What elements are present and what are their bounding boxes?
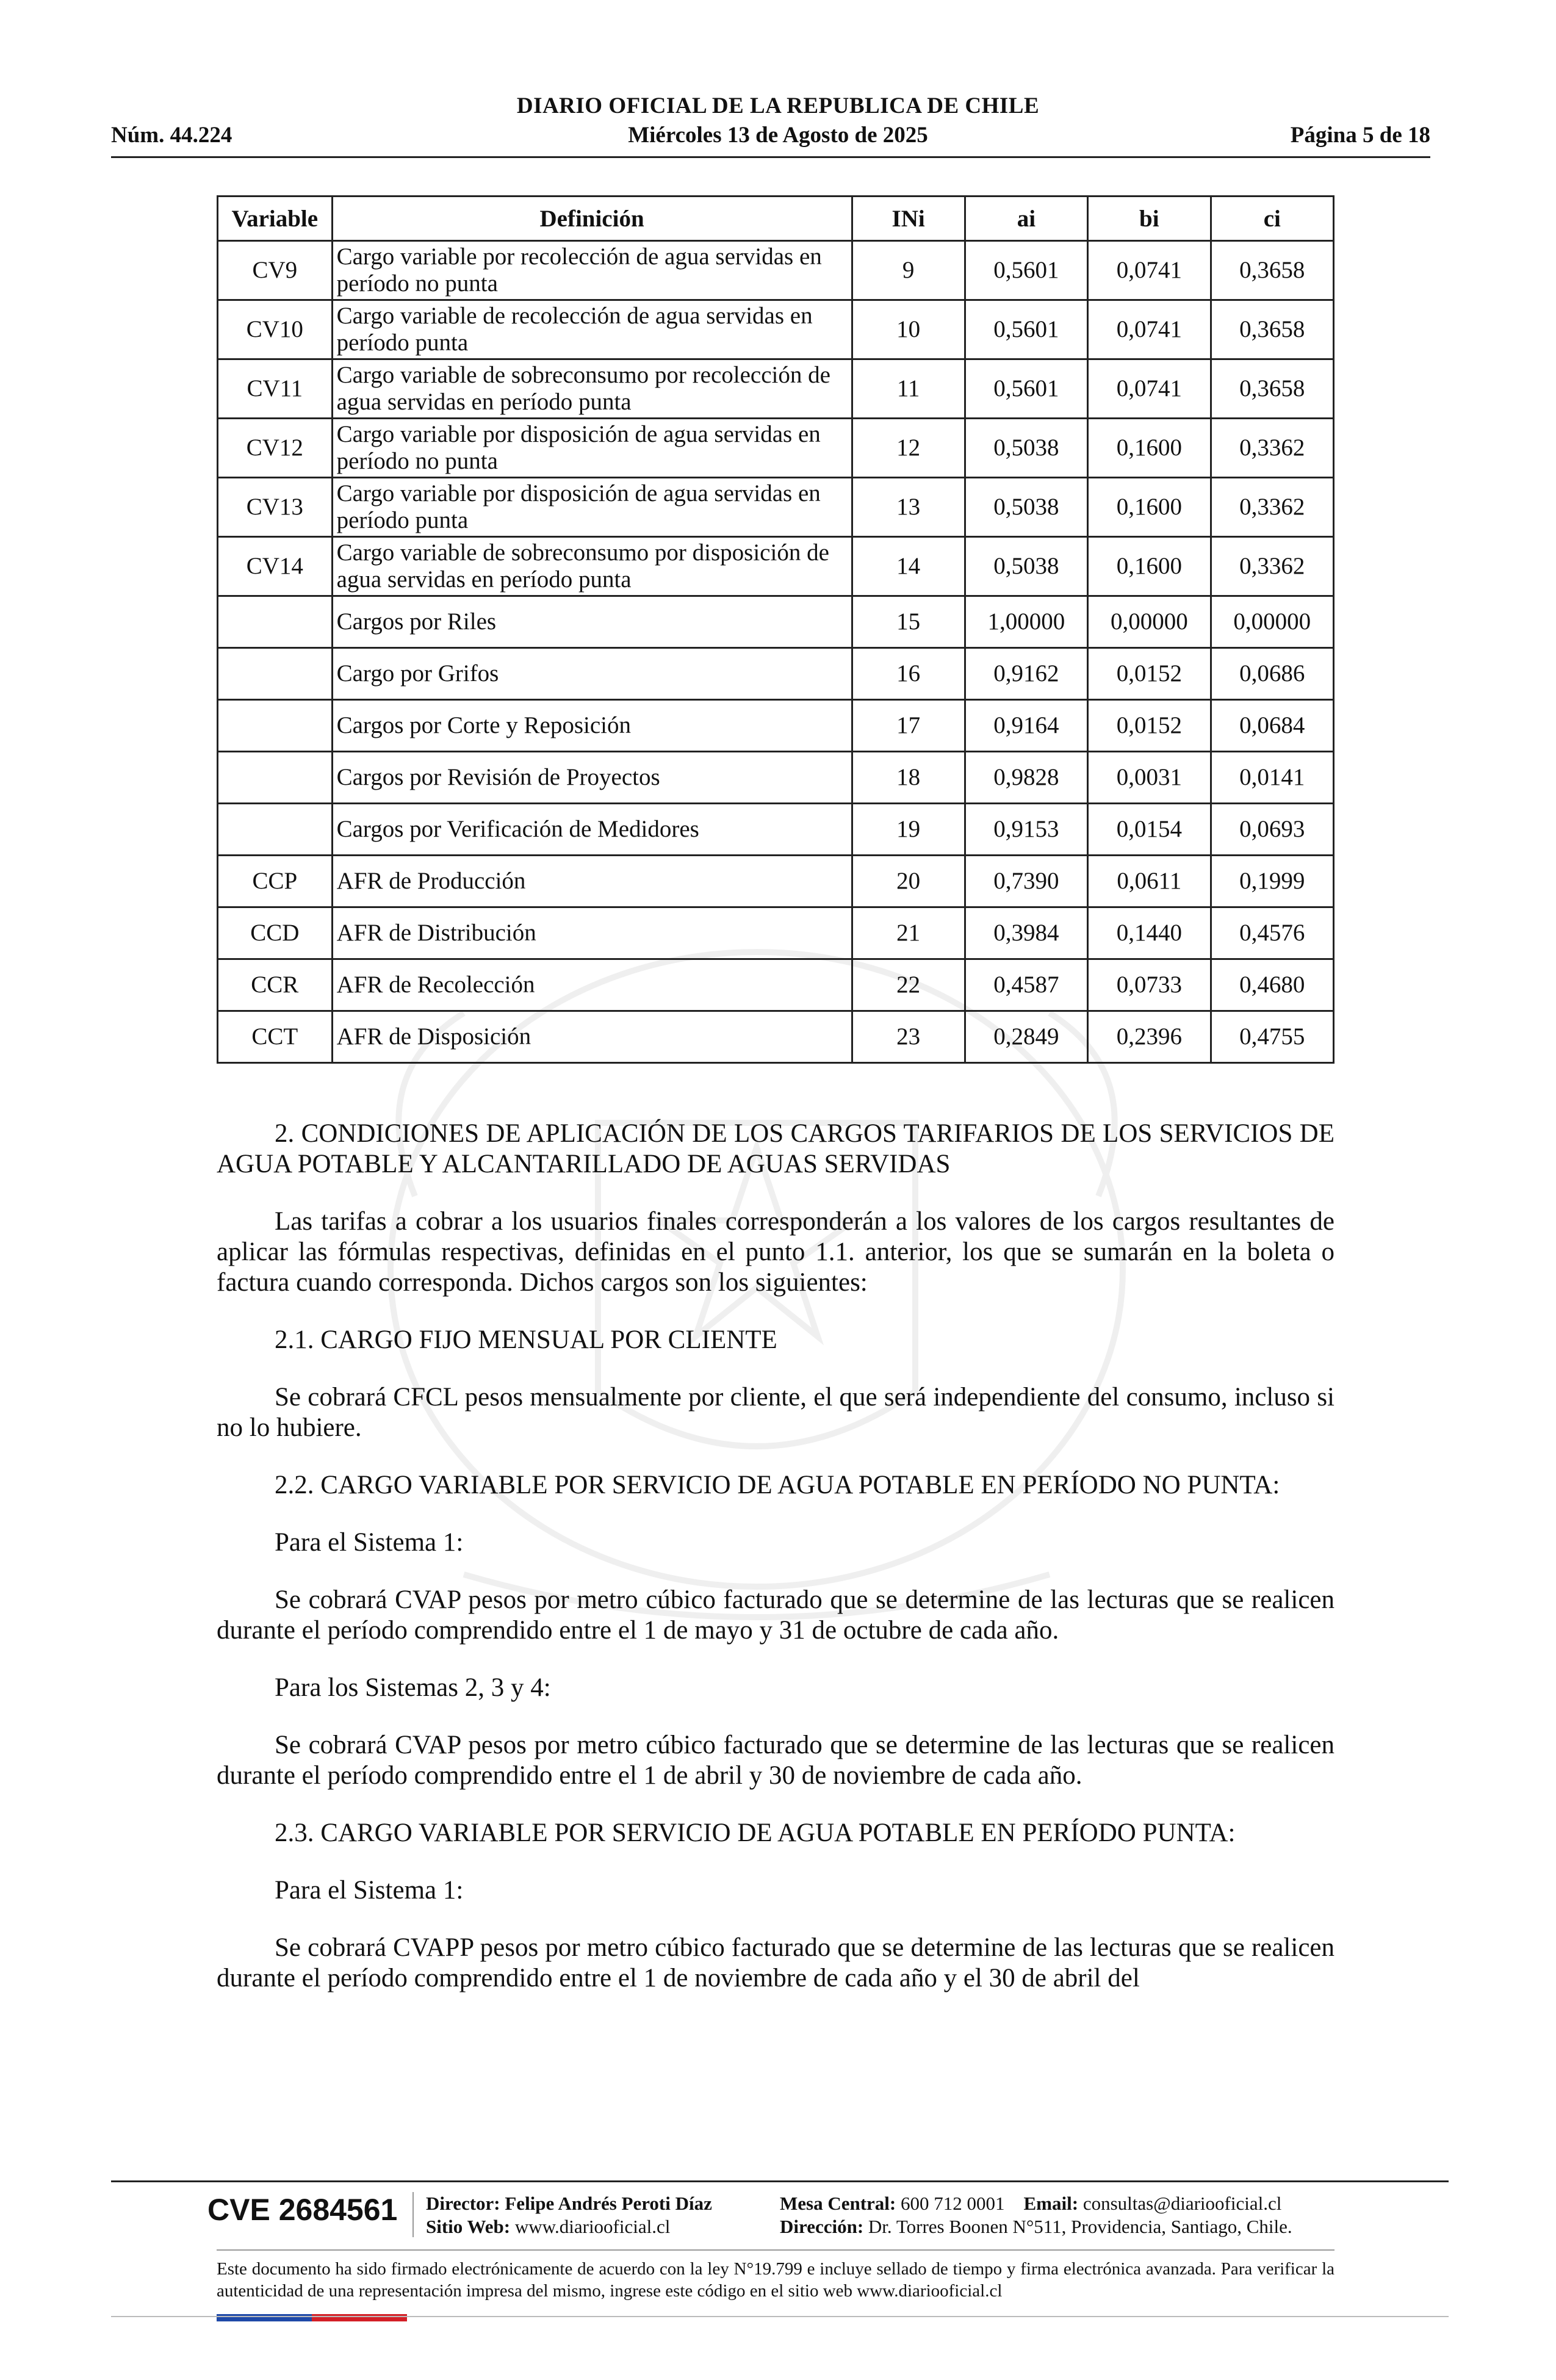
cell-definicion: AFR de Recolección	[332, 959, 852, 1011]
cell-ai: 0,9153	[965, 804, 1087, 856]
page-number: Página 5 de 18	[1290, 123, 1430, 148]
cell-variable: CCR	[218, 959, 333, 1011]
cell-ini: 21	[852, 907, 965, 959]
paragraph: Se cobrará CVAPP pesos por metro cúbico facturado que se determine de las lecturas que se realicen durante el período comprendido entre el 1 de noviembre de cada año y el 30 de abril del	[217, 1933, 1334, 1992]
cell-definicion: Cargos por Verificación de Medidores	[332, 804, 852, 856]
table-row	[218, 241, 1334, 300]
flag-blue-bar	[217, 2314, 312, 2321]
cell-definicion: Cargos por Corte y Reposición	[332, 700, 852, 752]
cell-ci: 0,00000	[1211, 596, 1333, 648]
cell-bi: 0,0741	[1088, 300, 1211, 359]
column-header-ini: INi	[852, 197, 965, 241]
cell-bi: 0,0154	[1088, 804, 1211, 856]
cell-ini: 19	[852, 804, 965, 856]
cell-ci: 0,3658	[1211, 241, 1333, 300]
paragraph: Para el Sistema 1:	[275, 1876, 464, 1905]
paragraph: Se cobrará CVAP pesos por metro cúbico facturado que se determine de las lecturas que se realicen durante el período comprendido entre el 1 de mayo y 31 de octubre de cada año.	[217, 1585, 1334, 1645]
cell-ini: 18	[852, 752, 965, 804]
cell-variable: CCD	[218, 907, 333, 959]
cell-ini: 15	[852, 596, 965, 648]
footer-separator	[412, 2192, 414, 2237]
cell-bi: 0,00000	[1088, 596, 1211, 648]
cell-definicion: AFR de Distribución	[332, 907, 852, 959]
column-header-ai: ai	[965, 197, 1087, 241]
cell-ai: 0,5601	[965, 241, 1087, 300]
cell-variable	[218, 596, 333, 648]
mesa-phone: 600 712 0001	[901, 2193, 1005, 2214]
cell-ci: 0,0684	[1211, 700, 1333, 752]
cell-ci: 0,4755	[1211, 1011, 1333, 1063]
cell-definicion: Cargos por Revisión de Proyectos	[332, 752, 852, 804]
column-header-bi: bi	[1088, 197, 1211, 241]
cell-variable	[218, 648, 333, 700]
section-heading: 2.1. CARGO FIJO MENSUAL POR CLIENTE	[275, 1325, 777, 1354]
cell-ai: 0,9164	[965, 700, 1087, 752]
cell-ini: 22	[852, 959, 965, 1011]
tariff-parameters-table	[217, 195, 1334, 1064]
cell-bi: 0,2396	[1088, 1011, 1211, 1063]
flag-stripe	[217, 2314, 407, 2321]
cell-ci: 0,0693	[1211, 804, 1333, 856]
cell-bi: 0,0031	[1088, 752, 1211, 804]
director-label: Director:	[426, 2193, 500, 2214]
cell-ini: 12	[852, 419, 965, 478]
cell-definicion: Cargo variable por recolección de agua servidas en período no punta	[332, 241, 852, 300]
email-label: Email:	[1023, 2193, 1079, 2214]
cell-definicion: AFR de Producción	[332, 856, 852, 907]
footer-contact-block	[780, 2192, 1292, 2238]
cell-ai: 0,4587	[965, 959, 1087, 1011]
cell-bi: 0,0152	[1088, 700, 1211, 752]
table-row	[218, 959, 1334, 1011]
cell-ci: 0,3362	[1211, 537, 1333, 596]
table-row	[218, 648, 1334, 700]
table-row	[218, 700, 1334, 752]
cell-ai: 0,5601	[965, 359, 1087, 419]
cell-ai: 0,9162	[965, 648, 1087, 700]
cell-bi: 0,0741	[1088, 241, 1211, 300]
cell-variable: CV13	[218, 478, 333, 537]
direccion-label: Dirección:	[780, 2216, 864, 2237]
cell-ai: 0,5601	[965, 300, 1087, 359]
table-header-row	[218, 197, 1334, 241]
cell-ini: 23	[852, 1011, 965, 1063]
footer-divider	[111, 2180, 1449, 2182]
table-row	[218, 804, 1334, 856]
cell-definicion: AFR de Disposición	[332, 1011, 852, 1063]
cell-ci: 0,0141	[1211, 752, 1333, 804]
cell-ini: 10	[852, 300, 965, 359]
cve-code: CVE 2684561	[207, 2193, 398, 2227]
column-header-ci: ci	[1211, 197, 1333, 241]
cell-ci: 0,4576	[1211, 907, 1333, 959]
cell-variable: CCT	[218, 1011, 333, 1063]
column-header-variable: Variable	[218, 197, 333, 241]
cell-ai: 0,9828	[965, 752, 1087, 804]
table-row	[218, 419, 1334, 478]
site-label: Sitio Web:	[426, 2216, 511, 2237]
paragraph: Las tarifas a cobrar a los usuarios finales corresponderán a los valores de los cargos resultantes de aplicar las fórmulas respectivas, definidas en el punto 1.1. anterior, los que se sumarán en la boleta o factura cuando corresponda. Dichos cargos son los siguientes:	[217, 1207, 1334, 1297]
cell-ai: 0,2849	[965, 1011, 1087, 1063]
cell-variable: CV9	[218, 241, 333, 300]
cell-ai: 1,00000	[965, 596, 1087, 648]
table-row	[218, 856, 1334, 907]
table-row	[218, 596, 1334, 648]
cell-bi: 0,1600	[1088, 478, 1211, 537]
cell-ai: 0,7390	[965, 856, 1087, 907]
document-body	[217, 1119, 1334, 2021]
cell-variable: CV10	[218, 300, 333, 359]
paragraph: Se cobrará CFCL pesos mensualmente por cliente, el que será independiente del consumo, incluso si no lo hubiere.	[217, 1383, 1334, 1442]
table-row	[218, 752, 1334, 804]
cell-ai: 0,3984	[965, 907, 1087, 959]
email-link[interactable]: consultas@diariooficial.cl	[1082, 2193, 1282, 2214]
section-heading: 2.2. CARGO VARIABLE POR SERVICIO DE AGUA POTABLE EN PERÍODO NO PUNTA:	[275, 1471, 1280, 1499]
cell-bi: 0,0611	[1088, 856, 1211, 907]
cell-bi: 0,0152	[1088, 648, 1211, 700]
cell-bi: 0,1600	[1088, 537, 1211, 596]
cell-ci: 0,0686	[1211, 648, 1333, 700]
cell-ini: 14	[852, 537, 965, 596]
section-heading: 2.3. CARGO VARIABLE POR SERVICIO DE AGUA POTABLE EN PERÍODO PUNTA:	[275, 1819, 1236, 1847]
cell-ci: 0,1999	[1211, 856, 1333, 907]
column-header-definicion: Definición	[332, 197, 852, 241]
cell-ci: 0,3658	[1211, 359, 1333, 419]
cell-definicion: Cargo variable de sobreconsumo por recolección de agua servidas en período punta	[332, 359, 852, 419]
site-link[interactable]: www.diariooficial.cl	[514, 2216, 671, 2237]
issue-number: Núm. 44.224	[111, 123, 232, 148]
signature-notice: Este documento ha sido firmado electrónicamente de acuerdo con la ley N°19.799 e incluye sellado de tiempo y firma electrónica avanzada. Para verificar la autenticidad de una representación impresa del mismo, ingrese este código en el sitio web www.diariooficial.cl	[217, 2259, 1334, 2301]
cell-bi: 0,1600	[1088, 419, 1211, 478]
cell-ini: 20	[852, 856, 965, 907]
cell-ini: 17	[852, 700, 965, 752]
cell-definicion: Cargo variable de sobreconsumo por disposición de agua servidas en período punta	[332, 537, 852, 596]
cell-variable	[218, 804, 333, 856]
cell-ci: 0,4680	[1211, 959, 1333, 1011]
cell-variable	[218, 752, 333, 804]
paragraph: Para el Sistema 1:	[275, 1528, 464, 1557]
table-row	[218, 537, 1334, 596]
table-row	[218, 478, 1334, 537]
section-heading: 2. CONDICIONES DE APLICACIÓN DE LOS CARGOS TARIFARIOS DE LOS SERVICIOS DE AGUA POTABLE Y ALCANTARILLADO DE AGUAS SERVIDAS	[217, 1119, 1334, 1178]
cell-variable	[218, 700, 333, 752]
issue-date: Miércoles 13 de Agosto de 2025	[628, 123, 928, 148]
cell-ai: 0,5038	[965, 419, 1087, 478]
footer-bottom-divider	[111, 2316, 1449, 2317]
cell-definicion: Cargo variable de recolección de agua servidas en período punta	[332, 300, 852, 359]
newspaper-title: DIARIO OFICIAL DE LA REPUBLICA DE CHILE	[516, 93, 1040, 118]
cell-definicion: Cargos por Riles	[332, 596, 852, 648]
cell-bi: 0,0733	[1088, 959, 1211, 1011]
cell-ci: 0,3362	[1211, 419, 1333, 478]
cell-definicion: Cargo por Grifos	[332, 648, 852, 700]
cell-variable: CV12	[218, 419, 333, 478]
table-row	[218, 359, 1334, 419]
footer-inner-divider	[217, 2249, 1334, 2251]
cell-definicion: Cargo variable por disposición de agua servidas en período punta	[332, 478, 852, 537]
footer-director-block	[426, 2192, 712, 2238]
table-row	[218, 1011, 1334, 1063]
director-name: Felipe Andrés Peroti Díaz	[505, 2193, 712, 2214]
cell-ci: 0,3658	[1211, 300, 1333, 359]
cell-ini: 13	[852, 478, 965, 537]
cell-ini: 9	[852, 241, 965, 300]
cell-ai: 0,5038	[965, 478, 1087, 537]
cell-ini: 11	[852, 359, 965, 419]
paragraph: Para los Sistemas 2, 3 y 4:	[275, 1673, 551, 1702]
flag-red-bar	[312, 2314, 407, 2321]
mesa-label: Mesa Central:	[780, 2193, 896, 2214]
cell-bi: 0,1440	[1088, 907, 1211, 959]
cell-ai: 0,5038	[965, 537, 1087, 596]
cell-ci: 0,3362	[1211, 478, 1333, 537]
cell-variable: CV14	[218, 537, 333, 596]
cell-definicion: Cargo variable por disposición de agua servidas en período no punta	[332, 419, 852, 478]
direccion-value: Dr. Torres Boonen N°511, Providencia, Santiago, Chile.	[868, 2216, 1292, 2237]
table-row	[218, 300, 1334, 359]
cell-variable: CV11	[218, 359, 333, 419]
cell-bi: 0,0741	[1088, 359, 1211, 419]
header-divider	[111, 156, 1430, 158]
paragraph: Se cobrará CVAP pesos por metro cúbico facturado que se determine de las lecturas que se realicen durante el período comprendido entre el 1 de abril y 30 de noviembre de cada año.	[217, 1731, 1334, 1790]
cell-variable: CCP	[218, 856, 333, 907]
cell-ini: 16	[852, 648, 965, 700]
table-row	[218, 907, 1334, 959]
